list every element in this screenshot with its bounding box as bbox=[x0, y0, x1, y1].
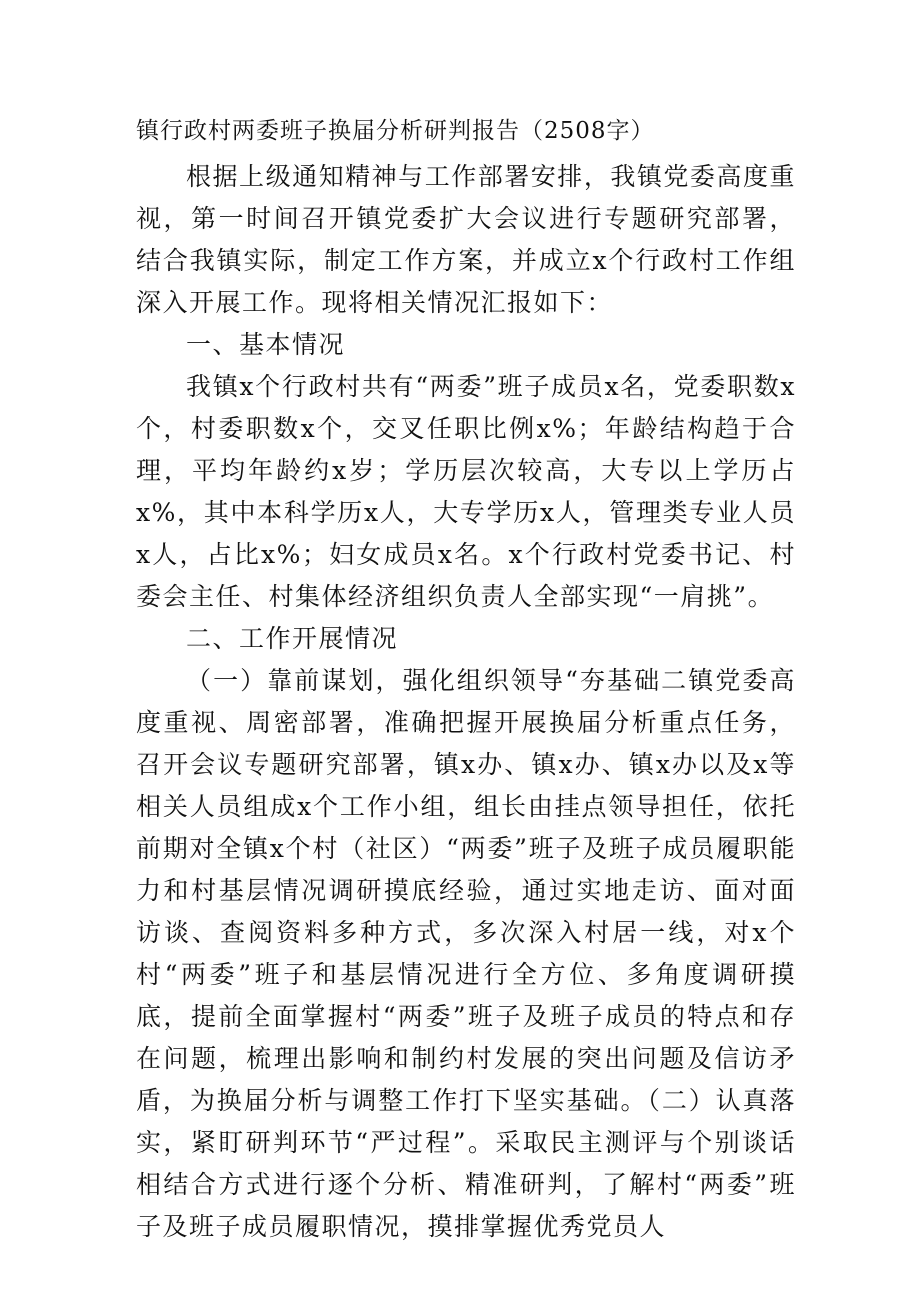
section-heading-basic-situation: 一、基本情况 bbox=[186, 330, 346, 359]
work-progress-paragraph: （一）靠前谋划，强化组织领导“夯基础二镇党委高度重视、周密部署，准确把握开展换届分析重点任务，召开会议专题研究部署，镇x办、镇x办、镇x办以及x等相关人员组成x个工作小组，组长由挂点领导担任，依托前期对全镇x个村（社区）“两委”班子及班子成员履职能力和村基层情况调研摸底经验，通过实地走访、面对面访谈、查阅资料多种方式，多次深入村居一线，对x个村“两委”班子和基层情况进行全方位、多角度调研摸底，提前全面掌握村“两委”班子及班子成员的特点和存在问题，梳理出影响和制约村发展的突出问题及信访矛盾，为换届分析与调整工作打下坚实基础。（二）认真落实，紧盯研判环节“严过程”。采取民主测评与个别谈话相结合方式进行逐个分析、精准研判，了解村“两委”班子及班子成员履职情况，摸排掌握优秀党员人 bbox=[136, 666, 796, 1241]
intro-paragraph: 根据上级通知精神与工作部署安排，我镇党委高度重视，第一时间召开镇党委扩大会议进行专题研究部署，结合我镇实际，制定工作方案，并成立x个行政村工作组深入开展工作。现将相关情况汇报如下： bbox=[136, 162, 796, 317]
section-heading-work-progress: 二、工作开展情况 bbox=[186, 624, 399, 653]
document-title: 镇行政村两委班子换届分析研判报告（2508字） bbox=[136, 118, 655, 144]
basic-situation-paragraph: 我镇x个行政村共有“两委”班子成员x名，党委职数x个，村委职数x个，交叉任职比例x%；年龄结构趋于合理，平均年龄约x岁；学历层次较高，大专以上学历占x%，其中本科学历x人，大专学历x人，管理类专业人员x人，占比x%；妇女成员x名。x个行政村党委书记、村委会主任、村集体经济组织负责人全部实现“一肩挑”。 bbox=[136, 372, 796, 611]
document-body bbox=[136, 112, 796, 1248]
